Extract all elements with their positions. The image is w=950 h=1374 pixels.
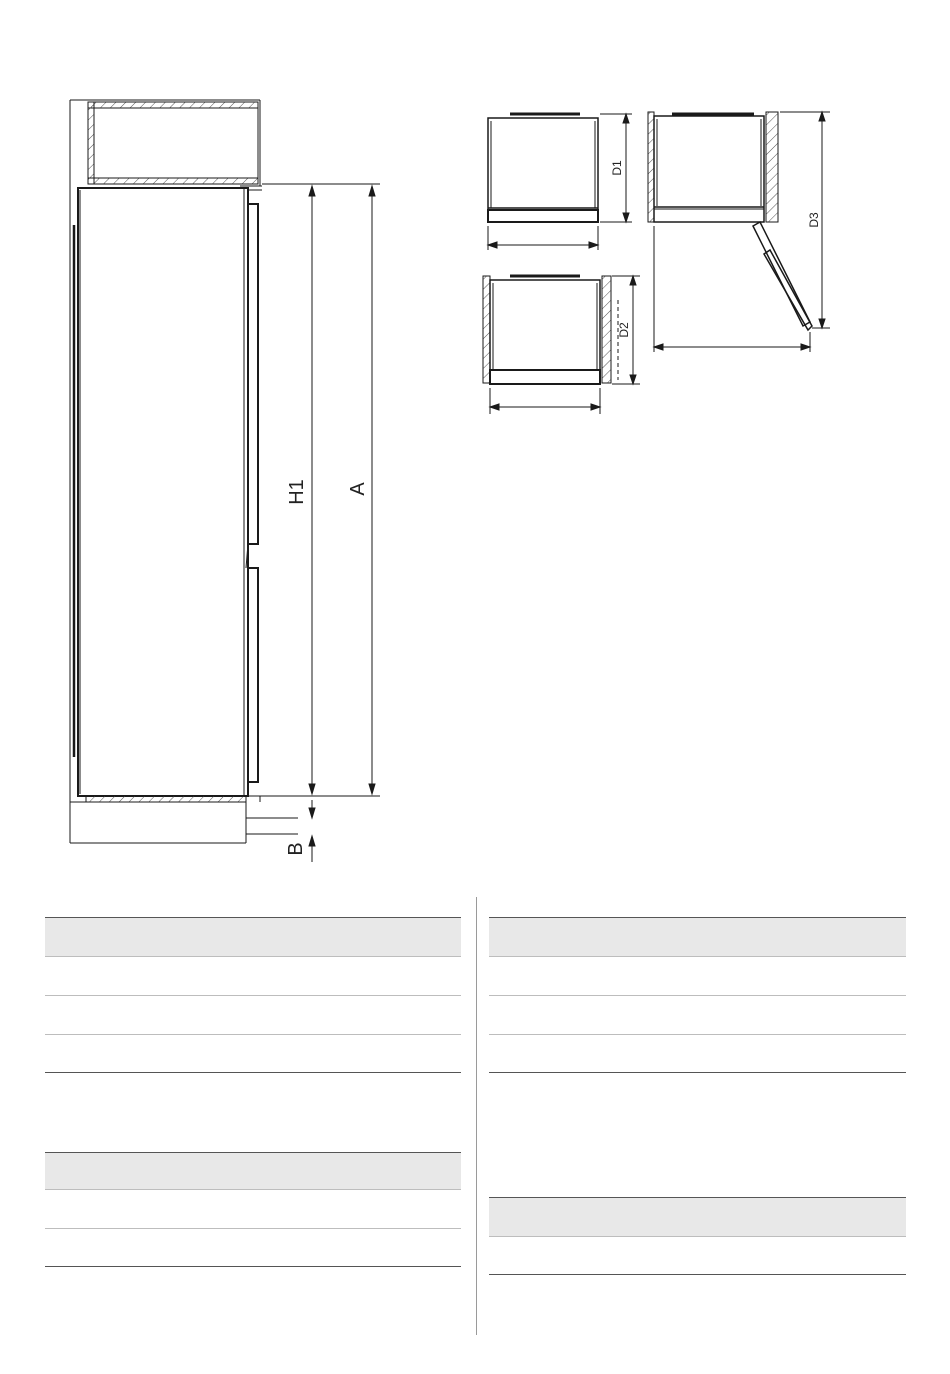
dimension-label-d2: D2 — [617, 322, 631, 338]
column-divider — [476, 897, 477, 1335]
dimension-label-b: B — [285, 842, 307, 856]
table-header-row — [45, 1152, 461, 1189]
spec-table-right-top — [489, 917, 906, 1073]
dimension-label-h1: H1 — [286, 479, 308, 505]
spec-table-left-bottom — [45, 1152, 461, 1267]
plan-view-d2 — [483, 276, 640, 414]
table-row — [489, 1034, 906, 1073]
table-row — [45, 1034, 461, 1073]
spec-table-left-top — [45, 917, 461, 1073]
appliance-body — [78, 188, 248, 796]
dimension-label-d1: D1 — [610, 160, 624, 176]
table-row — [489, 1236, 906, 1275]
table-row — [45, 1228, 461, 1267]
table-header-row — [489, 917, 906, 956]
table-header-row — [45, 917, 461, 956]
spec-table-right-bottom — [489, 1197, 906, 1275]
table-row — [489, 956, 906, 995]
table-row — [489, 995, 906, 1034]
table-header-row — [489, 1197, 906, 1236]
side-elevation-view — [70, 100, 380, 862]
table-row — [45, 1189, 461, 1228]
top-cabinet — [88, 102, 258, 184]
dimension-label-a: A — [347, 482, 369, 496]
plan-view-d1 — [488, 114, 632, 250]
table-row — [45, 956, 461, 995]
appliance-door — [248, 204, 258, 544]
table-row — [45, 995, 461, 1034]
plan-view-d3 — [648, 112, 830, 352]
dimension-label-d3: D3 — [807, 212, 821, 228]
